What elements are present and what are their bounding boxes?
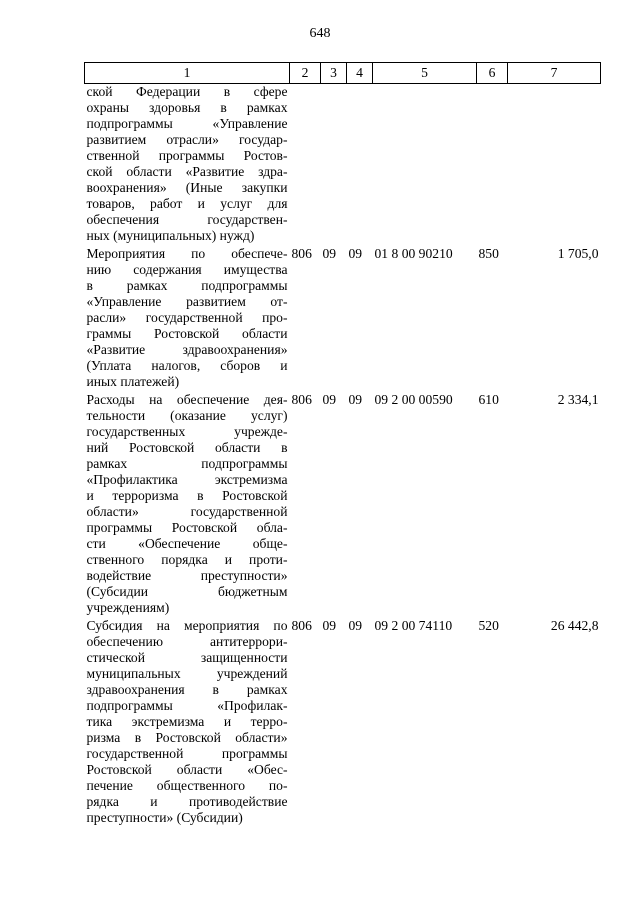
description-line: печение общественного по- — [86, 778, 288, 793]
description-line: ской области «Развитие здра- — [86, 164, 288, 179]
row-description — [85, 84, 290, 245]
description-line: государственной программы — [86, 746, 288, 761]
description-line: товаров, работ и услуг для — [86, 196, 288, 211]
description-line: здравоохранения в рамках — [86, 682, 288, 697]
row-amount — [508, 84, 601, 245]
description-line: Мероприятия по обеспече- — [86, 246, 288, 261]
row-description — [85, 616, 290, 826]
row-amount: 2 334,1 — [557, 392, 599, 407]
description-line: ных (муниципальных) нужд) — [86, 228, 255, 243]
description-line: (Уплата налогов, сборов и — [86, 358, 288, 373]
row-subchapter-code: 09 — [348, 618, 363, 633]
description-line: Субсидия на мероприятия по — [86, 618, 288, 633]
row-section-code: 806 — [291, 618, 312, 633]
column-header-4: 4 — [347, 63, 373, 84]
description-line: стической защищенности — [86, 650, 288, 665]
row-description — [85, 390, 290, 616]
row-chapter-code: 09 — [322, 392, 337, 407]
description-line: преступности» (Субсидии) — [86, 810, 243, 825]
row-expense-type-code: 610 — [478, 392, 499, 407]
column-header-7: 7 — [508, 63, 601, 84]
column-header-5: 5 — [373, 63, 477, 84]
description-line: воохранения» (Иные закупки — [86, 180, 288, 195]
description-line: подпрограммы «Профилак- — [86, 698, 288, 713]
description-line: (Субсидии бюджетным — [86, 584, 288, 599]
description-line: ственного порядка и проти- — [86, 552, 288, 567]
description-line: Расходы на обеспечение дея- — [86, 392, 288, 407]
description-line: рядка и противодействие — [86, 794, 288, 809]
row-chapter-code — [321, 84, 347, 245]
description-line: расли» государственной про- — [86, 310, 288, 325]
budget-table — [84, 62, 601, 826]
description-line: ственной программы Ростов- — [86, 148, 288, 163]
column-header-1: 1 — [85, 63, 290, 84]
description-line: тика экстремизма и терро- — [86, 714, 288, 729]
description-line: программы Ростовской обла- — [86, 520, 288, 535]
description-line: области» государственной — [86, 504, 288, 519]
row-chapter-code: 09 — [322, 246, 337, 261]
row-section-code: 806 — [291, 246, 312, 261]
description-line: нию содержания имущества — [86, 262, 288, 277]
description-line: граммы Ростовской области — [86, 326, 288, 341]
description-line: тельности (оказание услуг) — [86, 408, 288, 423]
description-line: государственных учрежде- — [86, 424, 288, 439]
column-header-row — [85, 63, 601, 84]
description-line: ний Ростовской области в — [86, 440, 288, 455]
row-amount: 26 442,8 — [550, 618, 599, 633]
description-line: подпрограммы «Управление — [86, 116, 288, 131]
description-line: «Развитие здравоохранения» — [86, 342, 288, 357]
page-number: 648 — [309, 26, 331, 41]
row-section-code: 806 — [291, 392, 312, 407]
description-line: Ростовской области «Обес- — [86, 762, 288, 777]
description-line: «Управление развитием от- — [86, 294, 288, 309]
table-row — [85, 84, 601, 245]
column-header-2: 2 — [290, 63, 321, 84]
description-line: иных платежей) — [86, 374, 180, 389]
description-line: муниципальных учреждений — [86, 666, 288, 681]
description-line: ской Федерации в сфере — [86, 84, 288, 99]
row-expense-type-code: 850 — [478, 246, 499, 261]
row-expense-type-code — [477, 84, 508, 245]
row-target-article-code — [373, 84, 477, 245]
description-line: в рамках подпрограммы — [86, 278, 288, 293]
description-line: обеспечения государствен- — [86, 212, 288, 227]
row-target-article-code: 09 2 00 00590 — [374, 392, 453, 407]
column-header-6: 6 — [477, 63, 508, 84]
row-expense-type-code: 520 — [478, 618, 499, 633]
description-line: сти «Обеспечение обще- — [86, 536, 288, 551]
table-row — [85, 616, 601, 826]
row-description — [85, 244, 290, 390]
row-subchapter-code — [347, 84, 373, 245]
description-line: водействие преступности» — [86, 568, 288, 583]
description-line: и терроризма в Ростовской — [86, 488, 288, 503]
description-line: обеспечению антитеррори- — [86, 634, 288, 649]
table-row — [85, 390, 601, 616]
table-row — [85, 244, 601, 390]
row-target-article-code: 01 8 00 90210 — [374, 246, 453, 261]
row-amount: 1 705,0 — [557, 246, 599, 261]
row-target-article-code: 09 2 00 74110 — [374, 618, 453, 633]
description-line: охраны здоровья в рамках — [86, 100, 288, 115]
row-subchapter-code: 09 — [348, 246, 363, 261]
row-subchapter-code: 09 — [348, 392, 363, 407]
row-section-code — [290, 84, 321, 245]
description-line: развитием отрасли» государ- — [86, 132, 288, 147]
description-line: рамках подпрограммы — [86, 456, 288, 471]
description-line: учреждениям) — [86, 600, 170, 615]
description-line: ризма в Ростовской области» — [86, 730, 288, 745]
column-header-3: 3 — [321, 63, 347, 84]
row-chapter-code: 09 — [322, 618, 337, 633]
description-line: «Профилактика экстремизма — [86, 472, 288, 487]
